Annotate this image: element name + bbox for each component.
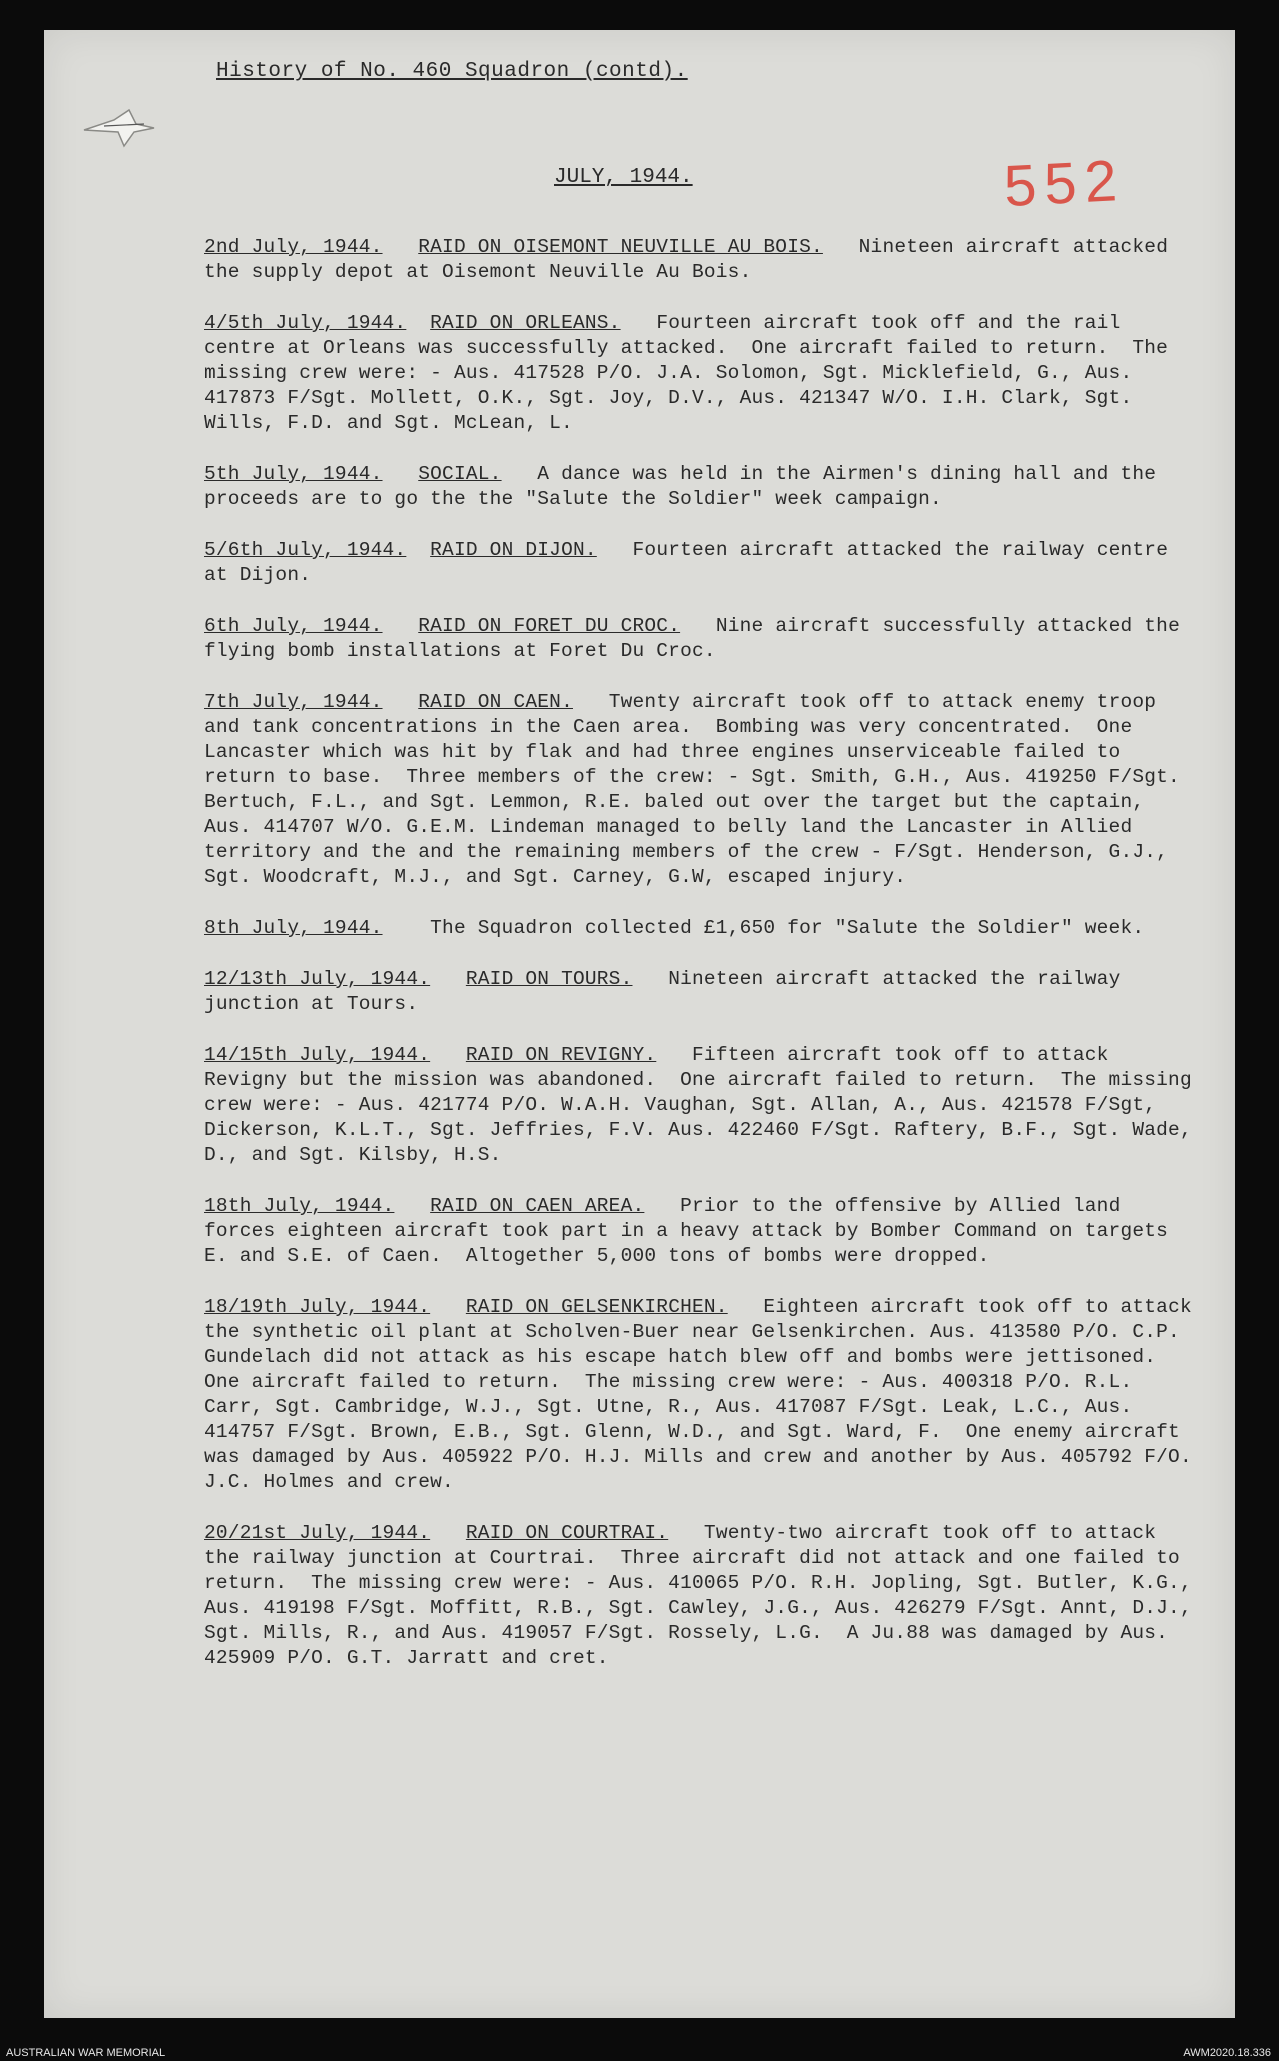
document-page <box>44 30 1235 2018</box>
entry-date: 14/15th July, 1944. <box>204 1044 431 1066</box>
entry-title: RAID ON GELSENKIRCHEN. <box>465 1296 728 1318</box>
entry-body: Prior to the offensive by Allied land forces eighteen aircraft took part in a heavy attack by Bomber Command on targets E. and S.E. of Caen. Altogether 5,000 tons of bombs were dropped. <box>204 1195 1180 1267</box>
entry-date: 18/19th July, 1944. <box>204 1296 431 1318</box>
entry-body: Fourteen aircraft attacked the railway centre at Dijon. <box>204 539 1181 586</box>
entry-body: Nineteen aircraft attacked the supply depot at Oisemont Neuville Au Bois. <box>204 236 1180 283</box>
entry-date: 4/5th July, 1944. <box>204 312 407 334</box>
diary-entry <box>204 1194 1194 1269</box>
diary-entry <box>204 1043 1204 1168</box>
entry-title: RAID ON OISEMONT NEUVILLE AU BOIS. <box>418 236 823 258</box>
entry-date: 2nd July, 1944. <box>204 236 383 258</box>
entry-body: A dance was held in the Airmen's dining hall and the proceeds are to go the the "Salute the Soldier" week campaign. <box>204 463 1169 510</box>
diary-entry <box>204 1521 1204 1671</box>
entry-title: RAID ON FORET DU CROC. <box>418 615 681 637</box>
entry-date: 5/6th July, 1944. <box>204 539 407 561</box>
month-heading: JULY, 1944. <box>554 166 693 189</box>
entry-title: RAID ON CAEN AREA. <box>430 1195 645 1217</box>
entry-date: 20/21st July, 1944. <box>204 1522 431 1544</box>
entry-body: Twenty aircraft took off to attack enemy troop and tank concentrations in the Caen area. Bombing was very concentrated. One Lancaster which was hit by flak and had three engines unserviceable failed to return to base. Three members of the crew: - Sgt. Smith, G.H., Aus. 419250 F/Sgt. Bertuch, F.L., and Sgt. Lemmon, R.E. baled out over the target but the captain, Aus. 414707 W/O. G.E.M. Lindeman managed to belly land the Lancaster in Allied territory and the and the remaining members of the crew - F/Sgt. Henderson, G.J., Sgt. Woodcraft, M.J., and Sgt. Carney, G.W, escaped injury. <box>204 691 1192 888</box>
entry-date: 18th July, 1944. <box>204 1195 395 1217</box>
footer-accession-number: AWM2020.18.336 <box>1183 2047 1271 2059</box>
diary-entry <box>204 235 1194 285</box>
entry-date: 8th July, 1944. <box>204 917 383 939</box>
diary-entry <box>204 462 1194 512</box>
entry-body: Nine aircraft successfully attacked the flying bomb installations at Foret Du Croc. <box>204 615 1192 662</box>
entry-body: Twenty-two aircraft took off to attack the railway junction at Courtrai. Three aircraft did not attack and one failed to return. The missing crew were: - Aus. 410065 P/O. R.H. Jopling, Sgt. Butler, K.G., Aus. 419198 F/Sgt. Moffitt, R.B., Sgt. Cawley, J.G., Aus. 426279 F/Sgt. Annt, D.J., Sgt. Mills, R., and Aus. 419057 F/Sgt. Rossely, L.G. A Ju.88 was damaged by Aus. 425909 P/O. G.T. Jarratt and cret. <box>204 1522 1204 1669</box>
entry-date: 6th July, 1944. <box>204 615 383 637</box>
entry-title: SOCIAL. <box>418 463 502 485</box>
entry-title: RAID ON TOURS. <box>465 968 633 990</box>
entry-date: 7th July, 1944. <box>204 691 383 713</box>
diary-entry <box>204 690 1194 890</box>
entry-body: The Squadron collected £1,650 for "Salute the Soldier" week. <box>430 917 1145 939</box>
footer-institution: AUSTRALIAN WAR MEMORIAL <box>6 2047 166 2059</box>
entry-body: Nineteen aircraft attacked the railway junction at Tours. <box>204 968 1133 1015</box>
document-title: History of No. 460 Squadron (contd). <box>216 60 688 83</box>
diary-entry <box>204 916 1194 941</box>
entry-title: RAID ON COURTRAI. <box>465 1522 669 1544</box>
diary-entry <box>204 538 1194 588</box>
entry-body: Fourteen aircraft took off and the rail centre at Orleans was successfully attacked. One aircraft failed to return. The missing crew were: - Aus. 417528 P/O. J.A. Solomon, Sgt. Micklefield, G., Aus. 417873 F/Sgt. Mollett, O.K., Sgt. Joy, D.V., Aus. 421347 W/O. I.H. Clark, Sgt. Wills, F.D. and Sgt. McLean, L. <box>204 312 1180 434</box>
entry-date: 5th July, 1944. <box>204 463 383 485</box>
entry-title: RAID ON REVIGNY. <box>465 1044 657 1066</box>
diary-entries <box>204 235 1204 1697</box>
handwritten-page-number: 552 <box>1002 147 1127 220</box>
entry-body: Eighteen aircraft took off to attack the synthetic oil plant at Scholven-Buer near Gelsenkirchen. Aus. 413580 P/O. C.P. Gundelach did not attack as his escape hatch blew off and bombs were jettisoned. One aircraft failed to return. The missing crew were: - Aus. 400318 P/O. R.L. Carr, Sgt. Cambridge, W.J., Sgt. Utne, R., Aus. 417087 F/Sgt. Leak, L.C., Aus. 414757 F/Sgt. Brown, E.B., Sgt. Glenn, W.D., and Sgt. Ward, F. One enemy aircraft was damaged by Aus. 405922 P/O. H.J. Mills and crew and another by Aus. 405792 F/O. J.C. Holmes and crew. <box>204 1296 1204 1493</box>
entry-body: Fifteen aircraft took off to attack Revigny but the mission was abandoned. One aircraft failed to return. The missing crew were: - Aus. 421774 P/O. W.A.H. Vaughan, Sgt. Allan, A., Aus. 421578 F/Sgt, Dickerson, K.L.T., Sgt. Jeffries, F.V. Aus. 422460 F/Sgt. Raftery, B.F., Sgt. Wade, D., and Sgt. Kilsby, H.S. <box>204 1044 1204 1166</box>
entry-title: RAID ON DIJON. <box>430 539 597 561</box>
staple-hole-mark <box>74 90 164 160</box>
diary-entry <box>204 1295 1204 1495</box>
entry-title: RAID ON ORLEANS. <box>430 312 621 334</box>
diary-entry <box>204 311 1194 436</box>
diary-entry <box>204 967 1194 1017</box>
diary-entry <box>204 614 1194 664</box>
entry-title: RAID ON CAEN. <box>418 691 573 713</box>
entry-date: 12/13th July, 1944. <box>204 968 431 990</box>
